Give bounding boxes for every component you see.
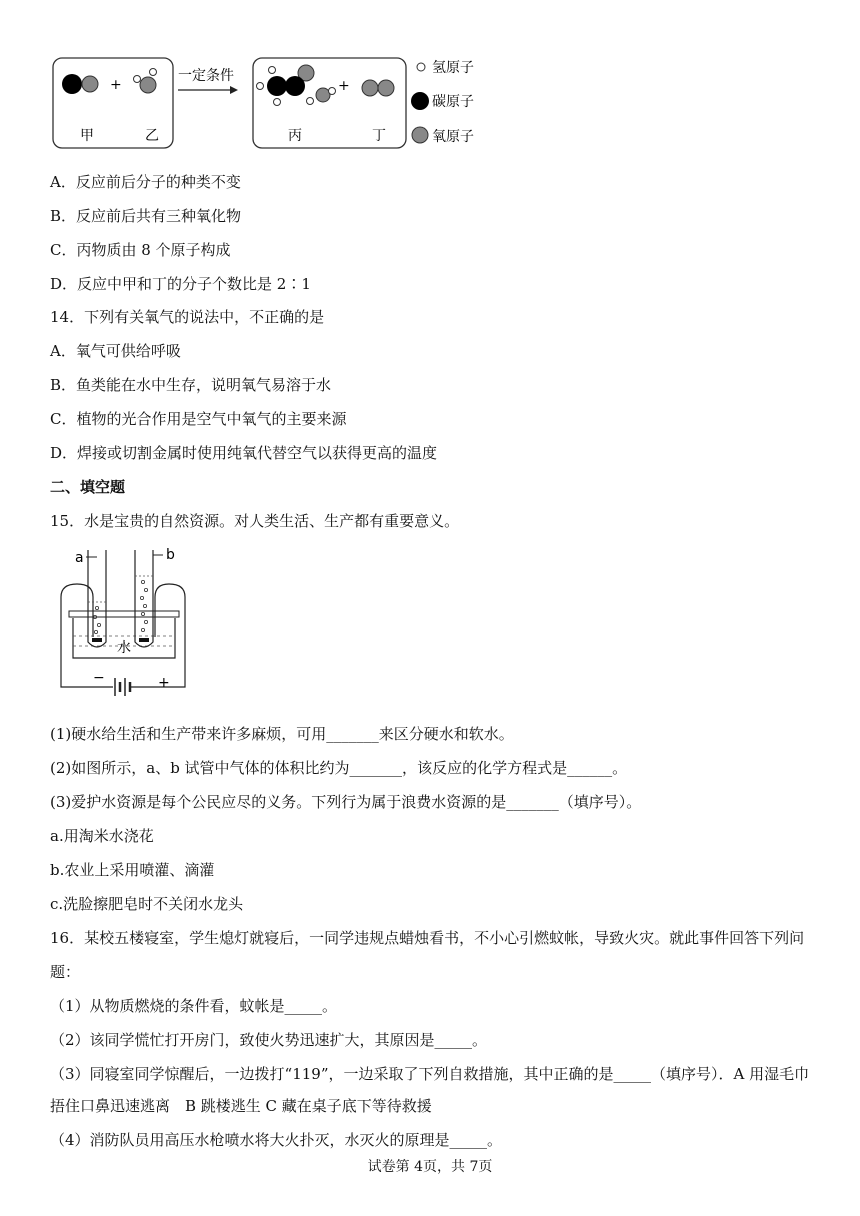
q13-option-d: D．反应中甲和丁的分子个数比是 2∶1 [50, 275, 311, 293]
oxygen-atom [362, 80, 378, 96]
label-a: a [75, 550, 84, 566]
q16-part4: （4）消防队员用高压水枪喷水将大火扑灭，水灭火的原理是_____。 [50, 1131, 503, 1149]
q15-part2: (2)如图所示，a、b 试管中气体的体积比约为_______，该反应的化学方程式是______。 [50, 759, 628, 777]
hydrogen-atom [329, 88, 336, 95]
q15-choice-c: c.洗脸擦肥皂时不关闭水龙头 [50, 895, 244, 913]
section-title: 二、填空题 [50, 478, 126, 496]
q15-choice-b: b.农业上采用喷灌、滴灌 [50, 861, 215, 879]
q14-option-d: D．焊接或切割金属时使用纯氧代替空气以获得更高的温度 [50, 444, 438, 462]
label-b: b [166, 547, 175, 563]
water-label: 水 [117, 640, 131, 656]
q15-part1: (1)硬水给生活和生产带来许多麻烦，可用_______来区分硬水和软水。 [50, 725, 514, 743]
oxygen-legend-icon [412, 127, 428, 143]
q15-choice-a: a.用淘米水浇花 [50, 827, 154, 845]
hydrogen-atom [257, 83, 264, 90]
q16-stem-line1: 16．某校五楼寝室，学生熄灯就寝后，一同学违规点蜡烛看书，不小心引燃蚊帐，导致火灾。就此事件回答下列问 [50, 929, 805, 947]
label-yi: 乙 [145, 128, 159, 144]
electrolysis-diagram [55, 542, 195, 712]
q16-part1: （1）从物质燃烧的条件看，蚊帐是_____。 [50, 997, 338, 1015]
legend-oxygen: 氧原子 [432, 129, 474, 145]
oxygen-atom [378, 80, 394, 96]
hydrogen-atom [150, 69, 157, 76]
hydrogen-legend-icon [417, 63, 425, 71]
electrode-b [139, 638, 149, 642]
plus-sign: + [338, 78, 350, 94]
q13-option-c: C．丙物质由 8 个原子构成 [50, 241, 231, 259]
q13-option-a: A．反应前后分子的种类不变 [50, 173, 241, 191]
left-wire [61, 584, 113, 687]
carbon-atom [62, 74, 82, 94]
carbon-atom [267, 76, 287, 96]
trough-rim [69, 611, 179, 617]
q14-stem: 14．下列有关氧气的说法中，不正确的是 [50, 308, 325, 326]
hydrogen-atom [269, 67, 276, 74]
legend-hydrogen: 氢原子 [432, 60, 474, 76]
oxygen-atom [140, 77, 156, 93]
label-jia: 甲 [80, 128, 94, 144]
q14-option-b: B．鱼类能在水中生存，说明氧气易溶于水 [50, 376, 332, 394]
carbon-atom [285, 76, 305, 96]
test-tube-b [135, 550, 153, 647]
label-bing: 丙 [288, 128, 302, 144]
reaction-diagram [50, 55, 490, 155]
carbon-legend-icon [411, 92, 429, 110]
page-footer: 试卷第 4页，共 7页 [367, 1159, 493, 1175]
plus-sign: + [158, 675, 170, 691]
q16-part2: （2）该同学慌忙打开房门，致使火势迅速扩大，其原因是_____。 [50, 1031, 488, 1049]
right-wire [131, 584, 185, 687]
q15-stem: 15．水是宝贵的自然资源。对人类生活、生产都有重要意义。 [50, 512, 460, 530]
arrow-head [230, 86, 238, 94]
q16-stem-line2: 题： [50, 963, 81, 981]
hydrogen-atom [134, 76, 141, 83]
q16-part3-line1: （3）同寝室同学惊醒后，一边拨打“119”，一边采取了下列自救措施，其中正确的是_____（填序号）．A 用湿毛巾 [50, 1065, 810, 1083]
gas-bubbles [93, 580, 147, 633]
q16-part3-line2: 捂住口鼻迅速逃离 B 跳楼逃生 C 藏在桌子底下等待救援 [50, 1097, 432, 1115]
oxygen-atom [316, 88, 330, 102]
hydrogen-atom [307, 98, 314, 105]
q14-option-c: C．植物的光合作用是空气中氧气的主要来源 [50, 410, 347, 428]
q14-option-a: A．氧气可供给呼吸 [50, 342, 181, 360]
arrow-label: 一定条件 [178, 68, 234, 84]
oxygen-atom [82, 76, 98, 92]
q15-part3: (3)爱护水资源是每个公民应尽的义务。下列行为属于浪费水资源的是_______（填序号）。 [50, 793, 642, 811]
hydrogen-atom [274, 99, 281, 106]
label-ding: 丁 [372, 128, 386, 144]
minus-sign: − [93, 670, 105, 686]
plus-sign: + [110, 77, 122, 93]
legend-carbon: 碳原子 [432, 94, 474, 110]
test-tube-a [88, 550, 106, 647]
electrode-a [92, 638, 102, 642]
q13-option-b: B．反应前后共有三种氧化物 [50, 207, 242, 225]
